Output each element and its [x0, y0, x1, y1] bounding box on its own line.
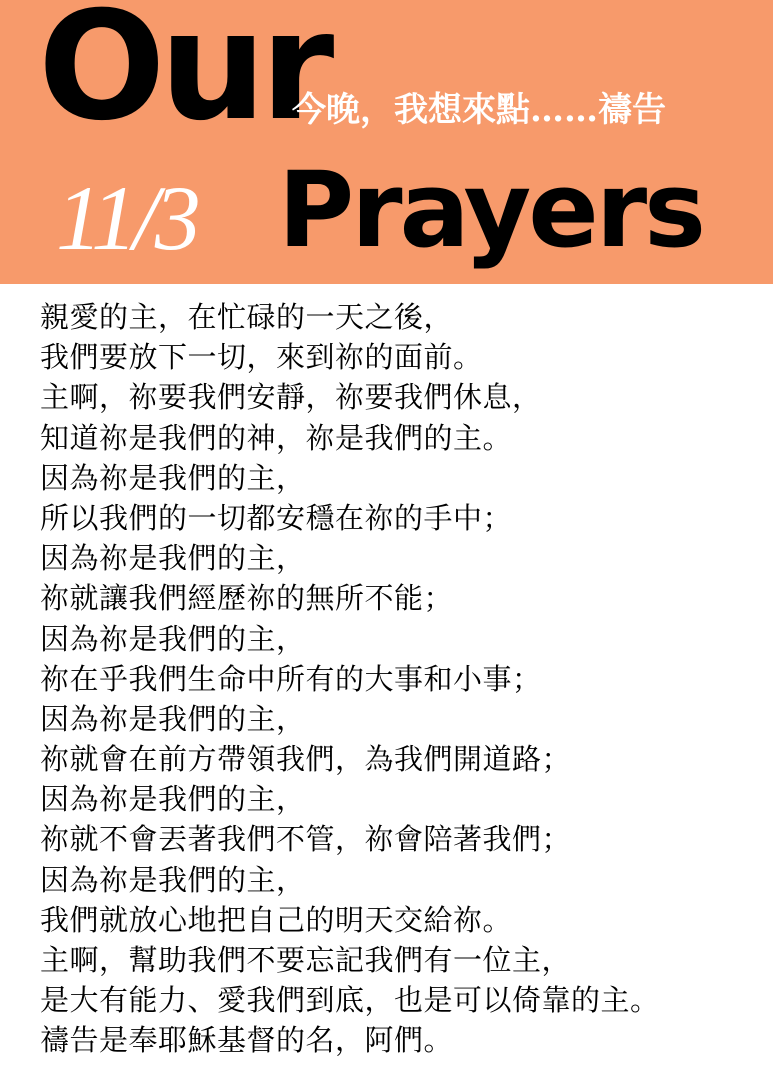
prayer-text — [40, 297, 765, 1061]
prayer-line: 主啊，幫助我們不要忘記我們有一位主， — [40, 943, 572, 977]
prayer-line: 祢就不會丟著我們不管，祢會陪著我們； — [40, 822, 572, 857]
prayer-line: 因為祢是我們的主， — [40, 541, 306, 576]
title-prayers: Prayers — [278, 149, 704, 271]
date: 11/3 — [56, 167, 197, 269]
prayer-line: 因為祢是我們的主， — [40, 862, 306, 897]
prayer-line: 祢就會在前方帶領我們，為我們開道路； — [40, 742, 572, 777]
prayer-line: 我們要放下一切，來到祢的面前。 — [40, 340, 483, 375]
prayer-line: 因為祢是我們的主， — [40, 621, 306, 656]
prayer-line: 親愛的主，在忙碌的一天之後， — [40, 300, 454, 334]
prayer-line: 因為祢是我們的主， — [40, 701, 306, 736]
prayer-line: 是大有能力、愛我們到底，也是可以倚靠的主。 — [40, 983, 660, 1018]
prayer-line: 祢在乎我們生命中所有的大事和小事； — [40, 661, 542, 696]
prayer-line: 因為祢是我們的主， — [40, 460, 306, 495]
prayer-line: 主啊，祢要我們安靜，祢要我們休息， — [40, 380, 542, 415]
prayer-line: 知道祢是我們的神，祢是我們的主。 — [40, 420, 513, 455]
subtitle: 今晚，我想來點……禱告 — [292, 90, 666, 130]
prayer-line: 我們就放心地把自己的明天交給祢。 — [40, 902, 513, 937]
prayer-line: 禱告是奉耶穌基督的名，阿們。 — [40, 1023, 454, 1058]
title-our: Our — [38, 0, 329, 154]
prayer-line: 所以我們的一切都安穩在祢的手中； — [40, 500, 513, 535]
prayer-line: 祢就讓我們經歷祢的無所不能； — [40, 581, 454, 616]
header-banner — [0, 0, 773, 284]
prayer-line: 因為祢是我們的主， — [40, 782, 306, 817]
